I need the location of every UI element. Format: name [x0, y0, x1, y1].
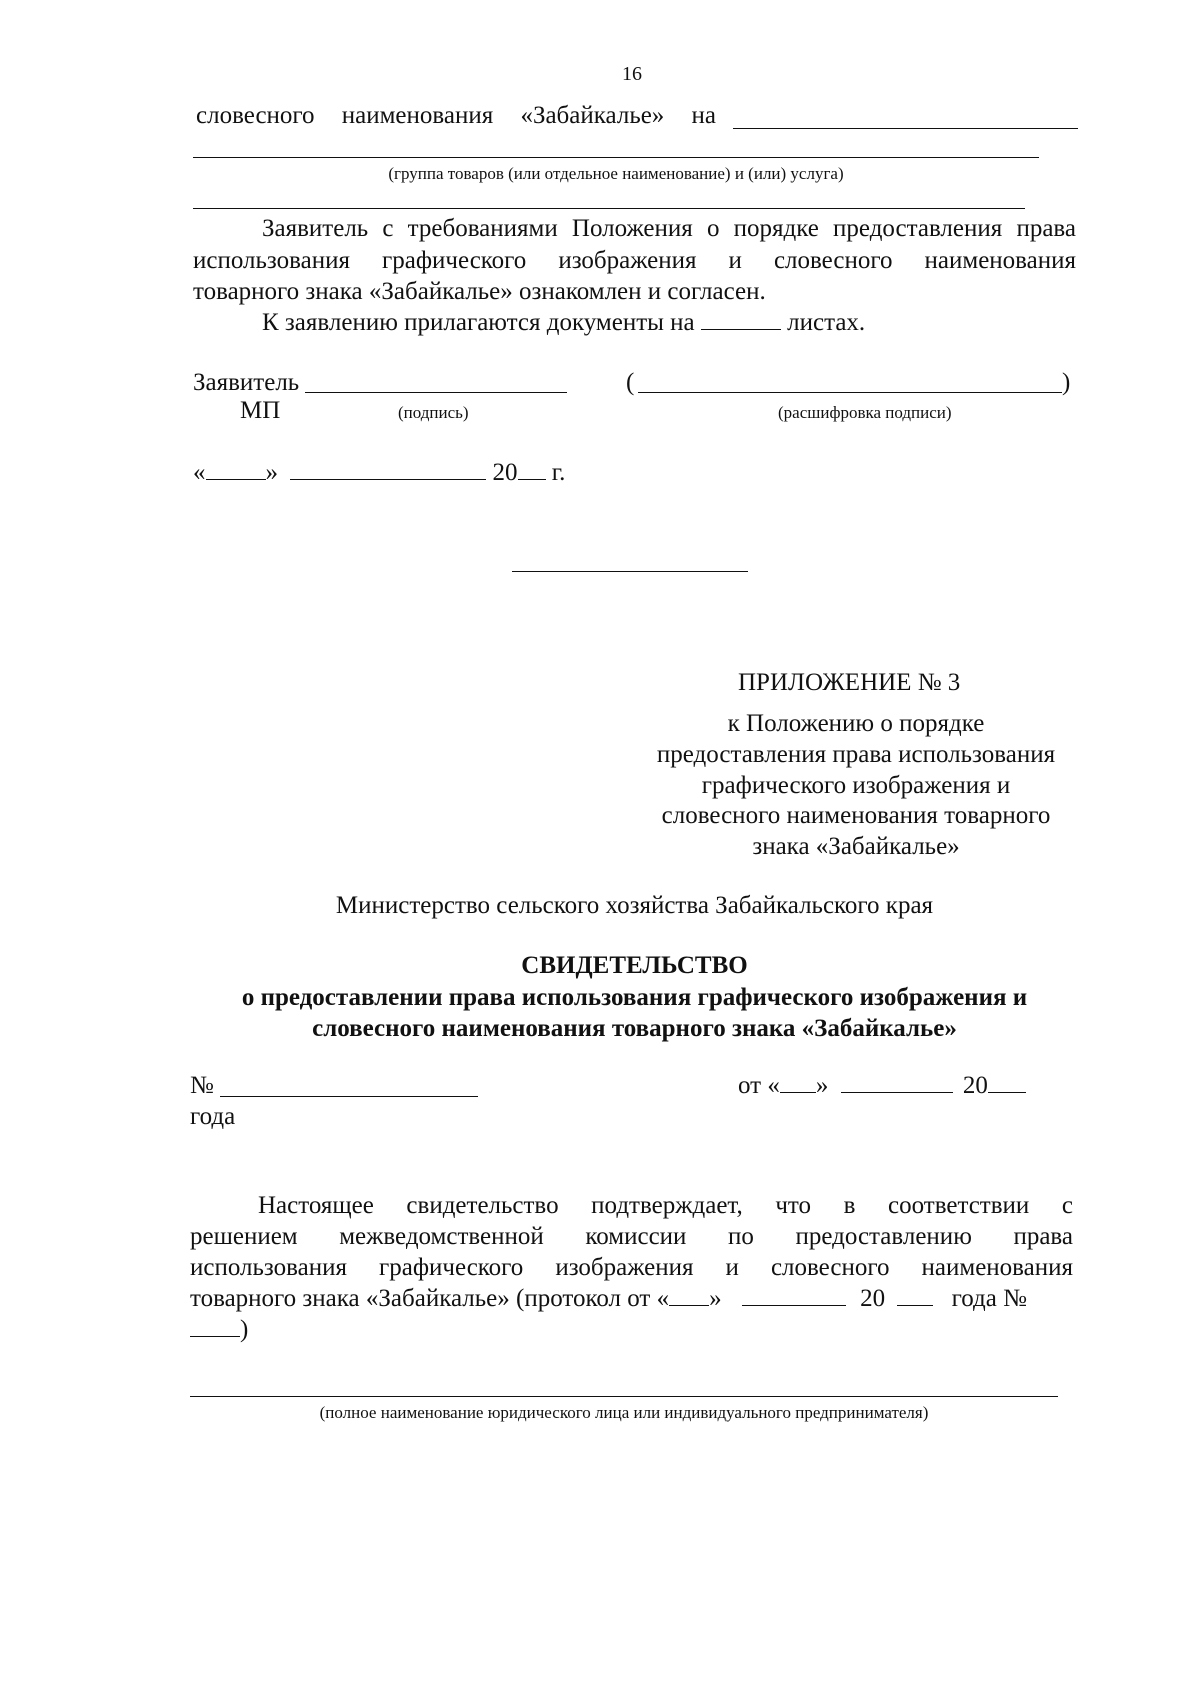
agreement-line-3: товарного знака «Забайкалье» ознакомлен и согласен.: [193, 278, 766, 305]
ministry-name: Министерство сельского хозяйства Забайкальского края: [335, 892, 934, 919]
agreement-line-2: использования графического изображения и словесного наименования: [193, 247, 1076, 274]
cert-body-line-4-a: товарного знака «Забайкалье» (протокол от «: [190, 1285, 670, 1312]
date-year-blank: [518, 457, 546, 480]
cert-number-label: №: [190, 1072, 214, 1099]
agreement-line-1: Заявитель с требованиями Положения о порядке предоставления права: [262, 215, 1076, 242]
cert-body-line-4-b: »: [709, 1285, 722, 1312]
appendix-line-4: словесного наименования товарного: [661, 802, 1051, 829]
applicant-label: Заявитель: [193, 369, 300, 396]
entity-name-line: [190, 1396, 1058, 1397]
cert-year-word: года: [190, 1103, 236, 1130]
goods-blank-line: [733, 128, 1078, 129]
date-close-quote: »: [265, 459, 278, 486]
date-day-blank: [206, 457, 266, 480]
protocol-month-blank: [742, 1283, 846, 1306]
date-year-suffix: г.: [551, 459, 566, 486]
appendix-title: ПРИЛОЖЕНИЕ № 3: [738, 669, 961, 696]
cert-from-quote-close: »: [815, 1072, 829, 1099]
cert-year-prefix: 20: [962, 1072, 988, 1099]
close-paren: ): [1062, 369, 1071, 396]
section-separator: [512, 571, 748, 572]
goods-intro-line: словесного наименования «Забайкалье» на: [196, 102, 716, 129]
goods-blank-line-3: [193, 208, 1025, 209]
decode-line: [638, 392, 1062, 393]
date-year-prefix: 20: [492, 459, 518, 486]
protocol-year-blank: [897, 1283, 933, 1306]
certificate-subtitle-2: словесного наименования товарного знака «Забайкалье»: [312, 1015, 957, 1042]
attachments-suffix: листах.: [787, 309, 866, 336]
stamp-label: МП: [240, 397, 281, 424]
cert-body-line-5: [190, 1314, 248, 1346]
entity-caption: (полное наименование юридического лица или индивидуального предпринимателя): [319, 1403, 929, 1422]
protocol-number-blank: [190, 1314, 240, 1337]
appendix-line-5: знака «Забайкалье»: [752, 833, 960, 860]
signature-caption: (подпись): [398, 403, 469, 422]
signature-line: [305, 392, 567, 393]
decode-caption: (расшифровка подписи): [778, 403, 952, 422]
attachments-count-blank: [701, 307, 781, 330]
cert-year-blank: [988, 1070, 1026, 1093]
cert-month-blank: [841, 1070, 953, 1093]
open-paren: (: [626, 369, 635, 396]
cert-number-blank: [220, 1096, 478, 1097]
attachments-line: [262, 307, 865, 339]
appendix-line-2: предоставления права использования: [656, 741, 1056, 768]
attachments-prefix: К заявлению прилагаются документы на: [262, 309, 695, 336]
goods-caption: (группа товаров (или отдельное наименование) и (или) услуга): [388, 164, 844, 183]
page-number: 16: [622, 63, 642, 85]
cert-from-label: от «: [738, 1072, 780, 1099]
date-line: [193, 457, 565, 489]
cert-body-line-1: Настоящее свидетельство подтверждает, что в соответствии с: [258, 1192, 1073, 1219]
cert-body-line-5-end: ): [240, 1316, 249, 1343]
cert-body-line-4-c: 20: [860, 1285, 886, 1312]
date-open-quote: «: [193, 459, 206, 486]
certificate-title: СВИДЕТЕЛЬСТВО: [521, 952, 748, 979]
cert-body-line-4: [190, 1283, 1027, 1315]
cert-body-line-4-d: года №: [951, 1285, 1027, 1312]
cert-body-line-3: использования графического изображения и словесного наименования: [190, 1254, 1073, 1281]
appendix-line-1: к Положению о порядке: [727, 710, 985, 737]
cert-date-line: [738, 1070, 1026, 1102]
certificate-subtitle-1: о предоставлении права использования графического изображения и: [241, 984, 1028, 1011]
appendix-line-3: графического изображения и: [701, 772, 1011, 799]
protocol-day-blank: [669, 1283, 709, 1306]
cert-day-blank: [780, 1070, 816, 1093]
cert-body-line-2: решением межведомственной комиссии по предоставлению права: [190, 1223, 1073, 1250]
date-month-blank: [290, 457, 486, 480]
goods-blank-line-2: [193, 157, 1039, 158]
